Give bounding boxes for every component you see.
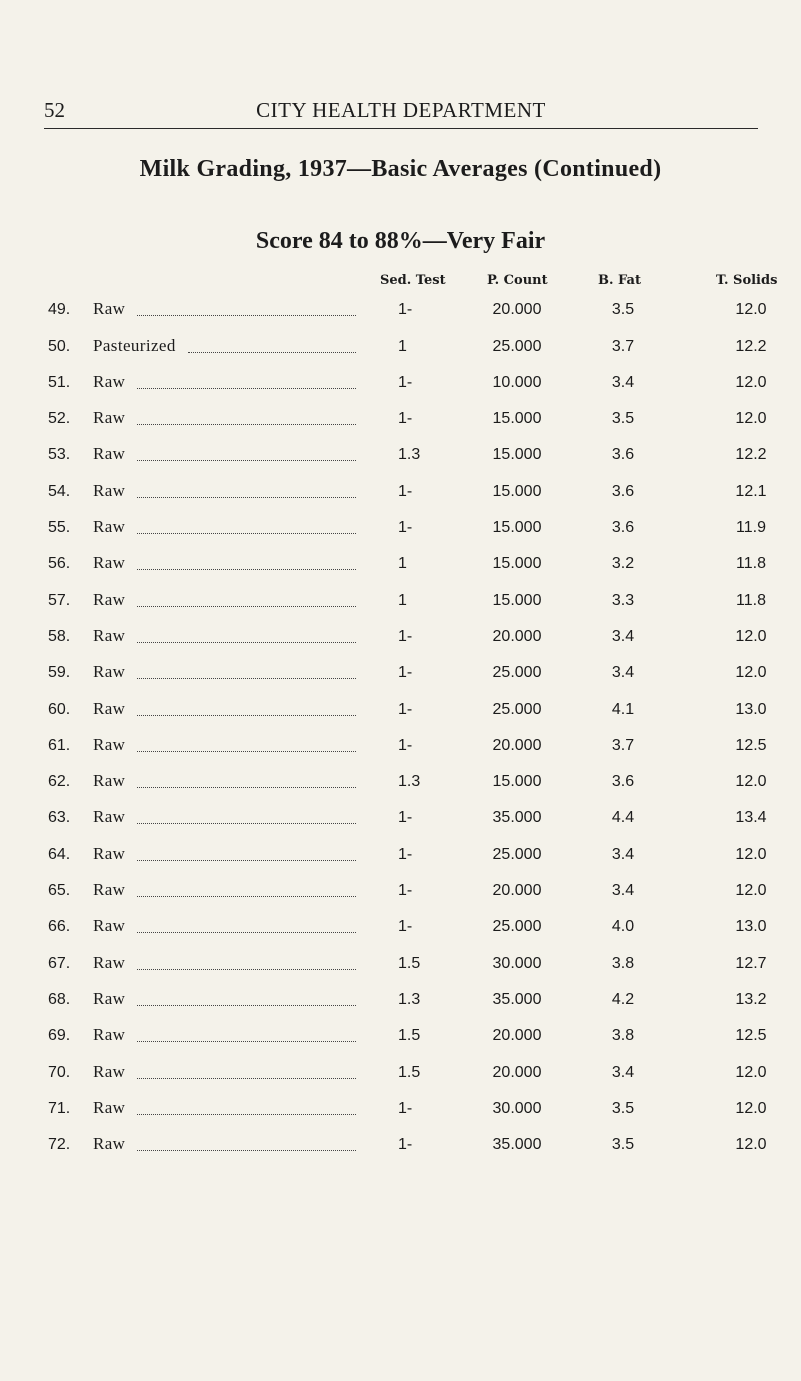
- row-number: 64.: [48, 845, 71, 863]
- sed-test-value: 1-: [398, 1099, 413, 1117]
- row-number: 72.: [48, 1136, 71, 1154]
- b-fat-value: 3.6: [611, 446, 635, 464]
- p-count-value: 25.000: [492, 918, 542, 936]
- table-row: [0, 540, 801, 576]
- row-number: 67.: [48, 954, 71, 972]
- t-solids-value: 11.8: [736, 555, 766, 573]
- sed-test-value: 1-: [398, 627, 413, 645]
- milk-type: Raw: [93, 698, 126, 718]
- p-count-value: 20.000: [492, 1063, 542, 1081]
- b-fat-value: 3.5: [611, 410, 635, 428]
- table-row: [0, 867, 801, 903]
- p-count-value: 25.000: [492, 845, 542, 863]
- t-solids-value: 12.0: [735, 410, 767, 428]
- row-number: 52.: [48, 410, 71, 428]
- row-number: 66.: [48, 918, 71, 936]
- table-row: [0, 758, 801, 794]
- b-fat-value: 3.3: [611, 591, 635, 609]
- dotted-leader: [137, 715, 356, 716]
- p-count-value: 10.000: [492, 373, 542, 391]
- p-count-value: 15.000: [492, 410, 542, 428]
- sed-test-value: 1.5: [398, 954, 421, 972]
- milk-type: Raw: [93, 952, 126, 972]
- table-row: [0, 830, 801, 866]
- p-count-value: 35.000: [492, 809, 542, 827]
- b-fat-value: 3.8: [611, 954, 635, 972]
- t-solids-value: 12.5: [735, 736, 767, 754]
- dotted-leader: [137, 388, 356, 389]
- sed-test-value: 1-: [398, 410, 413, 428]
- row-number: 69.: [48, 1027, 71, 1045]
- milk-type: Raw: [93, 1061, 126, 1081]
- t-solids-value: 12.0: [735, 882, 767, 900]
- row-number: 55.: [48, 519, 71, 537]
- sed-test-value: 1-: [398, 809, 413, 827]
- table-body: [0, 286, 801, 1157]
- row-number: 60.: [48, 700, 71, 718]
- milk-type: Raw: [93, 589, 126, 609]
- row-number: 54.: [48, 482, 71, 500]
- dotted-leader: [137, 751, 356, 752]
- table-row: [0, 504, 801, 540]
- t-solids-value: 13.4: [735, 809, 767, 827]
- row-number: 57.: [48, 591, 71, 609]
- milk-type: Raw: [93, 843, 126, 863]
- b-fat-value: 3.5: [611, 1136, 635, 1154]
- milk-type: Raw: [93, 988, 126, 1008]
- milk-type: Raw: [93, 771, 126, 791]
- dotted-leader: [137, 315, 356, 316]
- sed-test-value: 1-: [398, 736, 413, 754]
- p-count-value: 25.000: [492, 664, 542, 682]
- dotted-leader: [137, 969, 356, 970]
- row-number: 61.: [48, 736, 71, 754]
- table-title: Milk Grading, 1937—Basic Averages (Continued): [139, 156, 662, 182]
- table-row: [0, 359, 801, 395]
- t-solids-value: 12.0: [735, 1099, 767, 1117]
- table-row: [0, 939, 801, 975]
- t-solids-value: 13.2: [735, 990, 767, 1008]
- table-row: [0, 395, 801, 431]
- b-fat-value: 3.7: [611, 337, 635, 355]
- b-fat-value: 3.7: [611, 736, 635, 754]
- sed-test-value: 1: [398, 591, 407, 609]
- dotted-leader: [137, 424, 356, 425]
- table-row: [0, 1085, 801, 1121]
- sed-test-value: 1-: [398, 664, 413, 682]
- sed-test-value: 1-: [398, 301, 413, 319]
- table-row: [0, 467, 801, 503]
- p-count-value: 15.000: [492, 773, 542, 791]
- p-count-value: 25.000: [492, 700, 542, 718]
- sed-test-value: 1: [398, 337, 407, 355]
- dotted-leader: [137, 1078, 356, 1079]
- dotted-leader: [137, 642, 356, 643]
- dotted-leader: [137, 569, 356, 570]
- dotted-leader: [137, 932, 356, 933]
- t-solids-value: 12.5: [735, 1027, 767, 1045]
- dotted-leader: [137, 1005, 356, 1006]
- row-number: 56.: [48, 555, 71, 573]
- p-count-value: 35.000: [492, 1136, 542, 1154]
- milk-type: Raw: [93, 1025, 126, 1045]
- dotted-leader: [137, 1041, 356, 1042]
- milk-type: Raw: [93, 625, 126, 645]
- dotted-leader: [137, 1114, 356, 1115]
- p-count-value: 30.000: [492, 954, 542, 972]
- row-number: 51.: [48, 373, 71, 391]
- table-row: [0, 649, 801, 685]
- sed-test-value: 1-: [398, 882, 413, 900]
- t-solids-value: 12.1: [735, 482, 767, 500]
- dotted-leader: [137, 823, 356, 824]
- column-header-sed-test: Sed. Test: [380, 273, 446, 288]
- milk-type: Raw: [93, 916, 126, 936]
- t-solids-value: 11.9: [736, 519, 766, 537]
- table-row: [0, 794, 801, 830]
- dotted-leader: [188, 352, 356, 353]
- table-row: [0, 576, 801, 612]
- t-solids-value: 12.2: [735, 446, 767, 464]
- sed-test-value: 1: [398, 555, 407, 573]
- column-header-p-count: P. Count: [487, 273, 548, 288]
- b-fat-value: 4.2: [611, 990, 635, 1008]
- row-number: 65.: [48, 882, 71, 900]
- row-number: 63.: [48, 809, 71, 827]
- dotted-leader: [137, 896, 356, 897]
- b-fat-value: 3.4: [611, 664, 635, 682]
- table-row: [0, 286, 801, 322]
- table-row: [0, 1121, 801, 1157]
- p-count-value: 15.000: [492, 519, 542, 537]
- dotted-leader: [137, 860, 356, 861]
- sed-test-value: 1-: [398, 519, 413, 537]
- b-fat-value: 3.2: [611, 555, 635, 573]
- milk-type: Raw: [93, 371, 126, 391]
- table-row: [0, 903, 801, 939]
- b-fat-value: 3.6: [611, 773, 635, 791]
- t-solids-value: 12.0: [735, 301, 767, 319]
- milk-type: Raw: [93, 734, 126, 754]
- p-count-value: 20.000: [492, 627, 542, 645]
- table-row: [0, 722, 801, 758]
- milk-type: Raw: [93, 553, 126, 573]
- row-number: 70.: [48, 1063, 71, 1081]
- sed-test-value: 1.5: [398, 1027, 421, 1045]
- sed-test-value: 1.3: [398, 773, 421, 791]
- b-fat-value: 3.5: [611, 301, 635, 319]
- table-row: [0, 685, 801, 721]
- b-fat-value: 3.5: [611, 1099, 635, 1117]
- table-row: [0, 1048, 801, 1084]
- dotted-leader: [137, 678, 356, 679]
- p-count-value: 15.000: [492, 482, 542, 500]
- row-number: 59.: [48, 664, 71, 682]
- sed-test-value: 1.5: [398, 1063, 421, 1081]
- table-subtitle: Score 84 to 88%—Very Fair: [255, 228, 546, 254]
- page-number: 52: [44, 98, 65, 122]
- t-solids-value: 12.0: [735, 373, 767, 391]
- row-number: 49.: [48, 301, 71, 319]
- sed-test-value: 1.3: [398, 990, 421, 1008]
- milk-type: Raw: [93, 480, 126, 500]
- p-count-value: 20.000: [492, 882, 542, 900]
- p-count-value: 15.000: [492, 591, 542, 609]
- p-count-value: 20.000: [492, 1027, 542, 1045]
- milk-type: Raw: [93, 408, 126, 428]
- sed-test-value: 1-: [398, 700, 413, 718]
- t-solids-value: 12.0: [735, 845, 767, 863]
- milk-type: Raw: [93, 1134, 126, 1154]
- row-number: 71.: [48, 1099, 71, 1117]
- t-solids-value: 12.0: [735, 773, 767, 791]
- t-solids-value: 12.0: [735, 1063, 767, 1081]
- b-fat-value: 3.4: [611, 627, 635, 645]
- t-solids-value: 11.8: [736, 591, 766, 609]
- table-row: [0, 613, 801, 649]
- dotted-leader: [137, 787, 356, 788]
- p-count-value: 15.000: [492, 446, 542, 464]
- dotted-leader: [137, 606, 356, 607]
- milk-type: Raw: [93, 299, 126, 319]
- sed-test-value: 1-: [398, 845, 413, 863]
- t-solids-value: 13.0: [735, 918, 767, 936]
- t-solids-value: 12.7: [735, 954, 767, 972]
- running-title: CITY HEALTH DEPARTMENT: [256, 98, 546, 122]
- t-solids-value: 12.2: [735, 337, 767, 355]
- milk-type: Raw: [93, 662, 126, 682]
- b-fat-value: 3.6: [611, 482, 635, 500]
- b-fat-value: 4.0: [611, 918, 635, 936]
- table-row: [0, 976, 801, 1012]
- t-solids-value: 13.0: [735, 700, 767, 718]
- p-count-value: 20.000: [492, 301, 542, 319]
- row-number: 50.: [48, 337, 71, 355]
- dotted-leader: [137, 497, 356, 498]
- t-solids-value: 12.0: [735, 1136, 767, 1154]
- table-row: [0, 431, 801, 467]
- b-fat-value: 3.4: [611, 882, 635, 900]
- row-number: 53.: [48, 446, 71, 464]
- t-solids-value: 12.0: [735, 627, 767, 645]
- column-header-t-solids: T. Solids: [716, 273, 778, 288]
- dotted-leader: [137, 460, 356, 461]
- milk-type: Raw: [93, 880, 126, 900]
- sed-test-value: 1-: [398, 482, 413, 500]
- milk-type: Raw: [93, 444, 126, 464]
- sed-test-value: 1-: [398, 373, 413, 391]
- dotted-leader: [137, 1150, 356, 1151]
- milk-type: Pasteurized: [93, 335, 176, 355]
- b-fat-value: 3.4: [611, 1063, 635, 1081]
- b-fat-value: 4.1: [611, 700, 635, 718]
- sed-test-value: 1-: [398, 1136, 413, 1154]
- milk-type: Raw: [93, 807, 126, 827]
- p-count-value: 35.000: [492, 990, 542, 1008]
- p-count-value: 30.000: [492, 1099, 542, 1117]
- sed-test-value: 1-: [398, 918, 413, 936]
- t-solids-value: 12.0: [735, 664, 767, 682]
- b-fat-value: 3.6: [611, 519, 635, 537]
- p-count-value: 25.000: [492, 337, 542, 355]
- row-number: 58.: [48, 627, 71, 645]
- table-row: [0, 322, 801, 358]
- milk-type: Raw: [93, 517, 126, 537]
- dotted-leader: [137, 533, 356, 534]
- milk-type: Raw: [93, 1097, 126, 1117]
- b-fat-value: 3.4: [611, 373, 635, 391]
- table-row: [0, 1012, 801, 1048]
- row-number: 62.: [48, 773, 71, 791]
- b-fat-value: 3.4: [611, 845, 635, 863]
- running-header: [44, 98, 758, 129]
- column-header-b-fat: B. Fat: [598, 273, 641, 288]
- b-fat-value: 3.8: [611, 1027, 635, 1045]
- sed-test-value: 1.3: [398, 446, 421, 464]
- row-number: 68.: [48, 990, 71, 1008]
- b-fat-value: 4.4: [611, 809, 635, 827]
- p-count-value: 15.000: [492, 555, 542, 573]
- p-count-value: 20.000: [492, 736, 542, 754]
